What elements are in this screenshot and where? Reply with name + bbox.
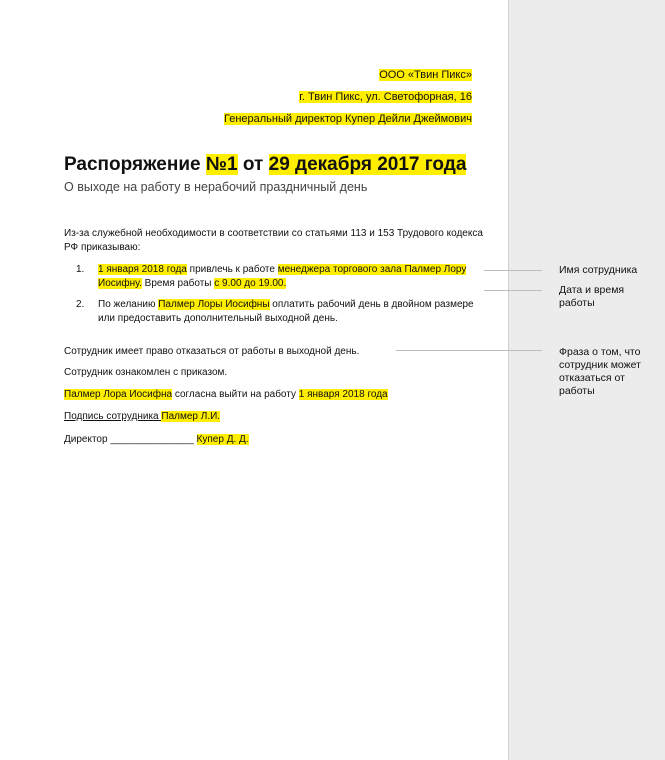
director-label: Директор _______________ xyxy=(64,434,197,445)
consent-date: 1 января 2018 года xyxy=(298,389,388,400)
refusal-right-text: Сотрудник имеет право отказаться от работы в выходной день. xyxy=(64,346,360,357)
signature-label: Подпись сотрудника xyxy=(64,411,162,422)
document-header xyxy=(224,64,472,130)
item-number: 2. xyxy=(76,299,85,310)
list-item xyxy=(64,263,484,291)
consent-text: согласна выйти на работу xyxy=(172,389,299,400)
intro-paragraph: Из-за служебной необходимости в соответствии со статьями 113 и 153 Трудового кодекса РФ приказываю: xyxy=(64,228,483,253)
director-line xyxy=(64,433,484,447)
item-number: 1. xyxy=(76,264,85,275)
employee-name-genitive: Палмер Лоры Иосифны xyxy=(158,299,270,310)
consent-name: Палмер Лора Иосифна xyxy=(64,389,173,400)
order-items xyxy=(64,263,484,333)
company-name: ООО «Твин Пикс» xyxy=(379,69,472,81)
director-title: Генеральный директор Купер Дейли Джеймович xyxy=(224,113,472,125)
callout-line-employee xyxy=(484,270,542,271)
work-hours: с 9.00 до 19.00. xyxy=(214,278,287,289)
work-date: 1 января 2018 года xyxy=(98,264,187,275)
document-title xyxy=(64,152,466,178)
title-prefix: Распоряжение xyxy=(64,154,206,175)
signature-name: Палмер Л.И. xyxy=(161,411,221,422)
note-employee-name: Имя сотрудника xyxy=(559,264,638,276)
director-name: Купер Д. Д. xyxy=(196,434,249,445)
signature-line xyxy=(64,410,484,424)
title-mid: от xyxy=(237,154,269,175)
order-date: 29 декабря 2017 года xyxy=(268,154,467,175)
item-text: Время работы xyxy=(141,278,215,289)
document-subtitle: О выходе на работу в нерабочий праздничный день xyxy=(64,180,368,194)
item-text: По желанию xyxy=(98,299,159,310)
employee-name: менеджера торгового зала Палмер Лору Иосифну. xyxy=(98,264,467,289)
company-address: г. Твин Пикс, ул. Светофорная, 16 xyxy=(299,91,472,103)
list-item xyxy=(64,298,484,326)
consent-line xyxy=(64,388,484,402)
callout-line-refusal xyxy=(396,350,542,351)
order-number: №1 xyxy=(205,154,238,175)
item-text: оплатить рабочий день в двойном размере или предоставить дополнительный выходной день. xyxy=(98,299,474,324)
note-date-time: Дата и время работы xyxy=(559,284,625,309)
callout-line-date xyxy=(484,290,542,291)
item-text: привлечь к работе xyxy=(186,264,278,275)
acquainted-text: Сотрудник ознакомлен с приказом. xyxy=(64,367,228,378)
note-refusal: Фраза о том, что сотрудник может отказаться от работы xyxy=(559,346,641,397)
